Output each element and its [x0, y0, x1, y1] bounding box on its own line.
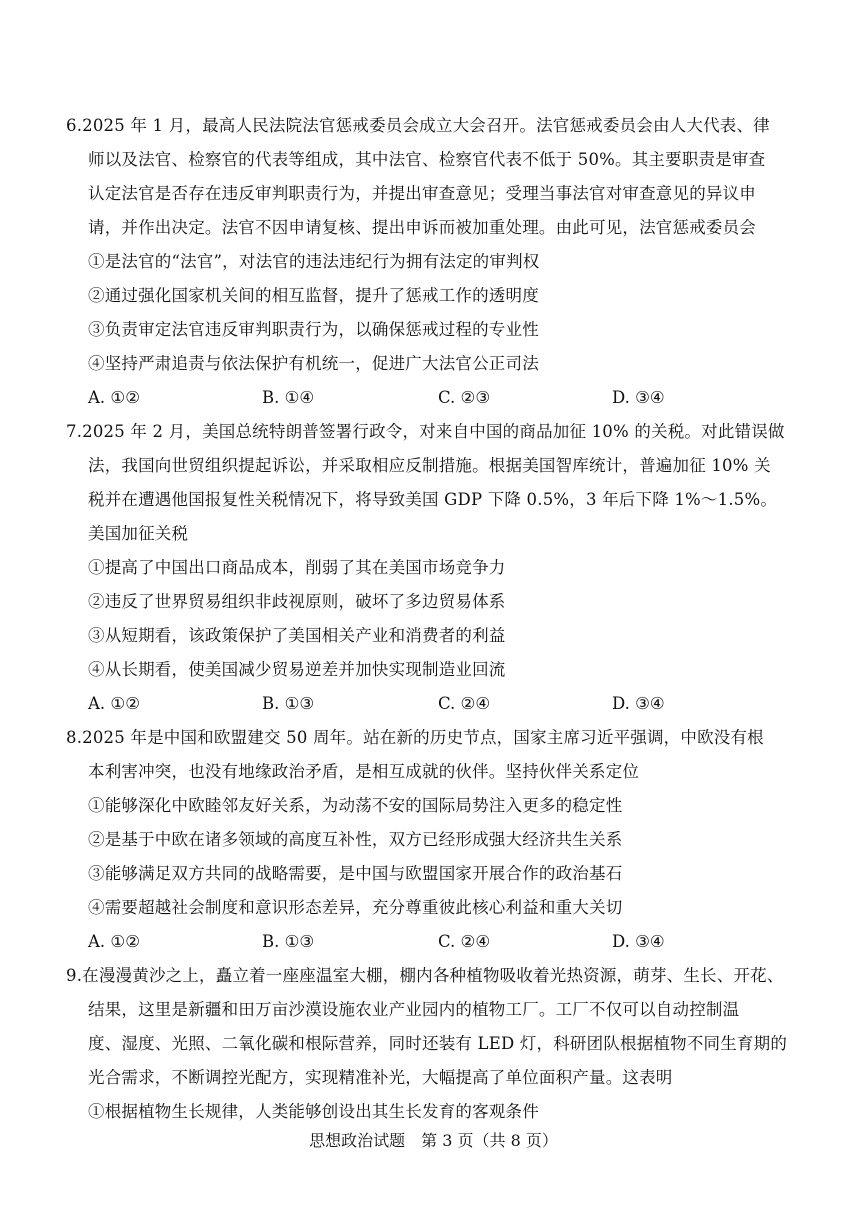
question-stem-line: 本利害冲突，也没有地缘政治矛盾，是相互成就的伙伴。坚持伙伴关系定位	[88, 762, 640, 781]
statement-option: ②是基于中欧在诸多领域的高度互补性，双方已经形成强大经济共生关系	[88, 830, 623, 849]
statement-option: ①是法官的“法官”，对法官的违法违纪行为拥有法定的审判权	[88, 252, 540, 271]
statement-option: ①能够深化中欧睦邻友好关系，为动荡不安的国际局势注入更多的稳定性	[88, 796, 623, 815]
question-stem-line: 师以及法官、检察官的代表等组成，其中法官、检察官代表不低于 50%。其主要职责是审查	[88, 150, 766, 169]
choice-a: A. ①②	[88, 388, 140, 407]
question-stem-line: 度、湿度、光照、二氧化碳和根际营养，同时还装有 LED 灯，科研团队根据植物不同生育期的	[88, 1034, 788, 1053]
statement-option: ③能够满足双方共同的战略需要，是中国与欧盟国家开展合作的政治基石	[88, 864, 623, 883]
choice-b: B. ①③	[262, 694, 315, 713]
question-stem-line: 7.2025 年 2 月，美国总统特朗普签署行政令，对来自中国的商品加征 10% 的关税。对此错误做	[66, 422, 785, 441]
statement-option: ③从短期看，该政策保护了美国相关产业和消费者的利益	[88, 626, 506, 645]
question-stem-line: 认定法官是否存在违反审判职责行为，并提出审查意见；受理当事法官对审查意见的异议申	[88, 184, 756, 203]
choice-b: B. ①④	[262, 388, 315, 407]
question-stem-line: 结果，这里是新疆和田万亩沙漠设施农业产业园内的植物工厂。工厂不仅可以自动控制温	[88, 1000, 740, 1019]
choice-d: D. ③④	[612, 694, 665, 713]
question-stem-line: 美国加征关税	[88, 524, 189, 543]
page-footer: 思想政治试题 第 3 页（共 8 页）	[309, 1131, 558, 1150]
choice-c: C. ②④	[438, 932, 491, 951]
question-stem-line: 法，我国向世贸组织提起诉讼，并采取相应反制措施。根据美国智库统计，普遍加征 10% 关	[88, 456, 771, 475]
answer-choices	[88, 386, 778, 410]
statement-option: ②违反了世界贸易组织非歧视原则，破坏了多边贸易体系	[88, 592, 506, 611]
question-stem-line: 光合需求，不断调控光配方，实现精准补光，大幅提高了单位面积产量。这表明	[88, 1068, 673, 1087]
statement-option: ④坚持严肃追责与依法保护有机统一，促进广大法官公正司法	[88, 354, 539, 373]
choice-a: A. ①②	[88, 694, 140, 713]
statement-option: ②通过强化国家机关间的相互监督，提升了惩戒工作的透明度	[88, 286, 539, 305]
statement-option: ①根据植物生长规律，人类能够创设出其生长发育的客观条件	[88, 1102, 539, 1121]
question-stem-line: 8.2025 年是中国和欧盟建交 50 周年。站在新的历史节点，国家主席习近平强调，中欧没有根	[66, 728, 764, 747]
answer-choices	[88, 930, 778, 954]
choice-c: C. ②④	[438, 694, 491, 713]
question-stem-line: 请，并作出决定。法官不因申请复核、提出申诉而被加重处理。由此可见，法官惩戒委员会	[88, 218, 756, 237]
choice-d: D. ③④	[612, 388, 665, 407]
question-stem-line: 6.2025 年 1 月，最高人民法院法官惩戒委员会成立大会召开。法官惩戒委员会由人大代表、律	[66, 116, 770, 135]
statement-option: ④从长期看，使美国减少贸易逆差并加快实现制造业回流	[88, 660, 506, 679]
choice-a: A. ①②	[88, 932, 140, 951]
answer-choices	[88, 692, 778, 716]
statement-option: ③负责审定法官违反审判职责行为，以确保惩戒过程的专业性	[88, 320, 539, 339]
question-stem-line: 税并在遭遇他国报复性关税情况下，将导致美国 GDP 下降 0.5%，3 年后下降 1%～1.5%。	[88, 490, 778, 509]
choice-b: B. ①③	[262, 932, 315, 951]
choice-d: D. ③④	[612, 932, 665, 951]
statement-option: ④需要超越社会制度和意识形态差异，充分尊重彼此核心利益和重大关切	[88, 898, 623, 917]
statement-option: ①提高了中国出口商品成本，削弱了其在美国市场竞争力	[88, 558, 506, 577]
choice-c: C. ②③	[438, 388, 491, 407]
question-stem-line: 9.在漫漫黄沙之上，矗立着一座座温室大棚，棚内各种植物吸收着光热资源，萌芽、生长、开花、	[66, 966, 784, 985]
